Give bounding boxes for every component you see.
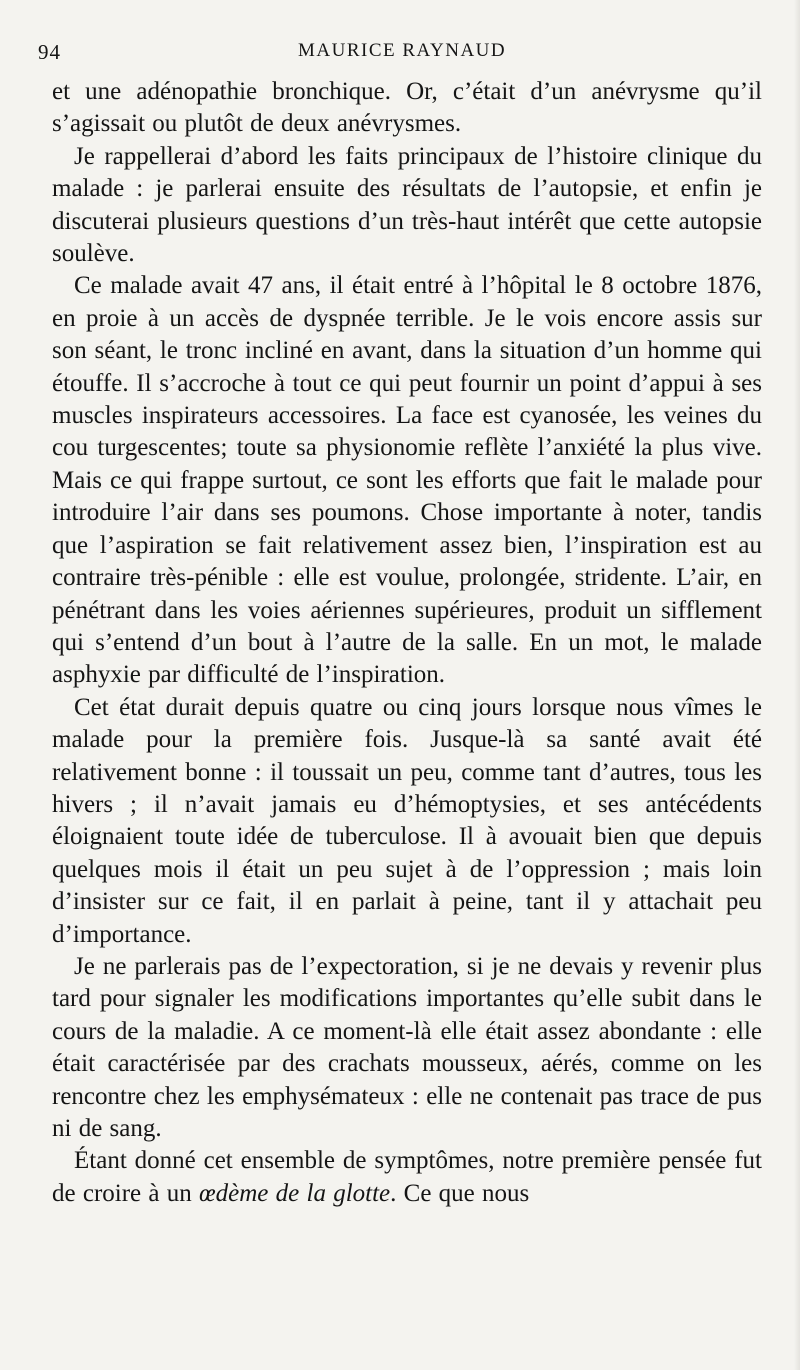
paragraph-continuation: et une adénopathie bronchique. Or, c’était d’un anévrysme qu’il s’agissait ou plutôt de deux anévrysmes. — [52, 78, 762, 138]
paragraph-last — [52, 1145, 762, 1210]
paragraph: Ce malade avait 47 ans, il était entré à l’hôpital le 8 octobre 1876, en proie à un accès de dyspnée terrible. Je le vois encore assis sur son séant, le tronc incliné en avant, dans la situation d’un homme qui étouffe. Il s’accroche à tout ce qui peut fournir un point d’appui à ses muscles inspirateurs accessoires. La face est cyanosée, les veines du cou turgescentes; toute sa physionomie reflète l’anxiété la plus vive. Mais ce qui frappe surtout, ce sont les efforts que fait le malade pour introduire l’air dans ses poumons. Chose importante à noter, tandis que l’aspiration se fait relativement assez bien, l’inspiration est au contraire très-pénible : elle est voulue, prolongée, stridente. L’air, en pénétrant dans les voies aériennes supérieures, produit un sifflement qui s’entend d’un bout à l’autre de la salle. En un mot, le malade asphyxie par difficulté de l’inspiration. — [52, 272, 762, 689]
running-head — [38, 40, 760, 70]
body-text — [52, 76, 762, 1210]
scan-edge — [794, 0, 800, 1370]
paragraph-text: Étant donné cet ensemble de symptômes, notre première pensée fut de croire à un — [52, 1147, 762, 1207]
paragraph: Je ne parlerais pas de l’expectoration, si je ne devais y revenir plus tard pour signaler les modifications importantes qu’elle subit dans le cours de la maladie. A ce moment-là elle était assez abondante : elle était caractérisée par des crachats mousseux, aérés, comme on les rencontre chez les emphysémateux : elle ne contenait pas trace de pus ni de sang. — [52, 952, 762, 1142]
italic-phrase: œdème de la glotte — [198, 1179, 391, 1207]
page-number: 94 — [38, 40, 61, 64]
paragraph: Cet état durait depuis quatre ou cinq jours lorsque nous vîmes le malade pour la première fois. Jusque-là sa santé avait été relativement bonne : il toussait un peu, comme tant d’autres, tous les hivers ; il n’avait jamais eu d’hémoptysies, et ses antécédents éloignaient toute idée de tuberculose. Il à avouait bien que depuis quelques mois il était un peu sujet à de l’oppression ; mais loin d’insister sur ce fait, il en parlait à peine, tant il y attachait peu d’importance. — [52, 693, 762, 948]
paragraph: Je rappellerai d’abord les faits principaux de l’histoire clinique du malade : je parlerai ensuite des résultats de l’autopsie, et enfin je discuterai plusieurs questions d’un très-haut intérêt que cette autopsie soulève. — [52, 142, 762, 268]
running-title: MAURICE RAYNAUD — [298, 40, 507, 61]
paragraph-text-end: . Ce que nous — [390, 1179, 530, 1207]
